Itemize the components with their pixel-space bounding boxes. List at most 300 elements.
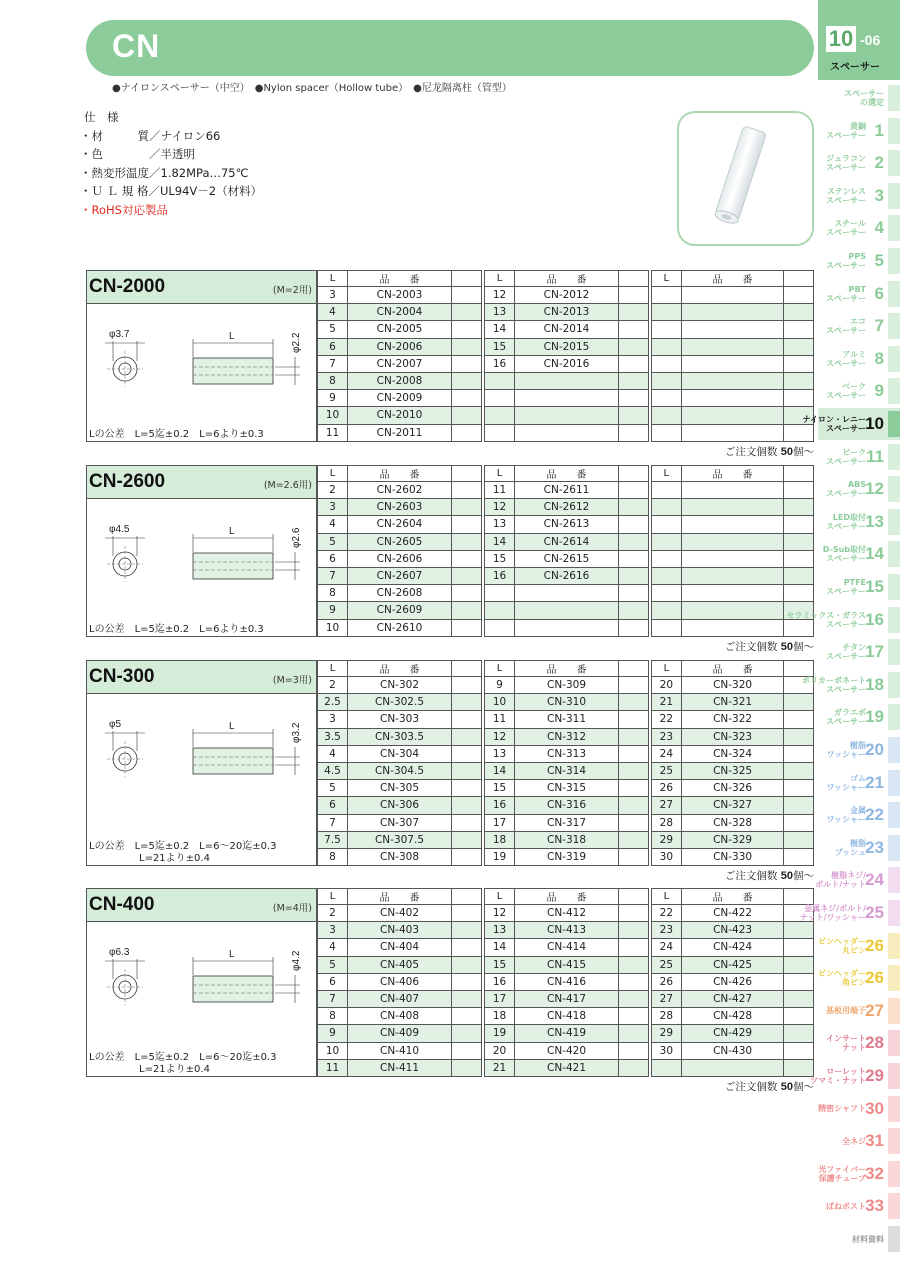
part-number-cell (681, 619, 784, 636)
length-cell: 28 (652, 1008, 682, 1025)
length-cell (652, 619, 682, 636)
table-row (485, 1042, 649, 1059)
part-number-cell (681, 424, 784, 441)
part-number-cell: CN-2007 (348, 355, 452, 372)
length-cell (652, 287, 682, 304)
length-cell (652, 567, 682, 584)
sidebar-tab-marker (888, 215, 900, 241)
blank-cell (619, 585, 649, 602)
sidebar-tab-label: ベーク スペーサー (826, 382, 866, 401)
order-prefix: ご注文個数 (724, 640, 781, 653)
table-row (318, 499, 482, 516)
table-row (485, 905, 649, 922)
length-cell: 21 (652, 694, 682, 711)
sidebar-tab-label: ガラエポ スペーサー (826, 708, 866, 727)
length-cell: 2 (318, 677, 348, 694)
blank-cell (619, 602, 649, 619)
length-cell: 21 (485, 1059, 515, 1076)
part-number-table (317, 465, 482, 637)
table-row (652, 499, 814, 516)
sidebar-tab[interactable] (818, 1093, 900, 1125)
column-header-part-number: 品 番 (515, 271, 619, 287)
sidebar-tab[interactable] (818, 82, 900, 114)
blank-cell (619, 711, 649, 728)
part-number-table (484, 270, 649, 442)
length-cell (652, 321, 682, 338)
sidebar-tab-number: 30 (865, 1098, 884, 1118)
blank-cell (452, 973, 482, 990)
sidebar-tab[interactable] (818, 1190, 900, 1222)
side-view-body (193, 748, 273, 774)
inner-diameter-label: φ4.2 (291, 950, 302, 971)
sidebar-tab-number: 28 (865, 1033, 884, 1053)
sidebar-tab[interactable] (818, 212, 900, 244)
blank-cell (452, 372, 482, 389)
blank-cell (784, 482, 814, 499)
sidebar-tab[interactable] (818, 147, 900, 179)
blank-cell (784, 1025, 814, 1042)
table-row (652, 922, 814, 939)
length-cell: 30 (652, 848, 682, 865)
part-number-cell: CN-2616 (515, 567, 619, 584)
length-cell: 10 (318, 407, 348, 424)
sidebar-tab-label: 樹脂 ブッシュ (834, 838, 866, 857)
length-cell (485, 372, 515, 389)
part-number-cell (515, 424, 619, 441)
blank-cell (452, 1008, 482, 1025)
sidebar-tab-marker (888, 802, 900, 828)
sidebar-tab-number: 8 (874, 348, 884, 368)
table-row (318, 694, 482, 711)
length-cell: 19 (485, 848, 515, 865)
part-number-cell: CN-2016 (515, 355, 619, 372)
column-header-blank (452, 889, 482, 905)
blank-cell (452, 831, 482, 848)
part-number-table (484, 888, 649, 1077)
sidebar-tab[interactable] (818, 1223, 900, 1255)
sidebar-tab-number: 5 (874, 251, 884, 270)
part-number-cell: CN-413 (515, 922, 619, 939)
series-name: CN-2600 (89, 471, 166, 492)
table-header-row (318, 271, 482, 287)
blank-cell (784, 567, 814, 584)
sidebar-tab-marker (888, 1030, 900, 1056)
sidebar-tab[interactable] (786, 604, 900, 636)
part-number-cell: CN-406 (348, 973, 452, 990)
blank-cell (784, 304, 814, 321)
part-number-cell: CN-428 (681, 1008, 784, 1025)
blank-cell (452, 499, 482, 516)
length-cell: 4 (318, 939, 348, 956)
sidebar-tab[interactable] (818, 473, 900, 505)
screw-size: (M=3用) (272, 675, 312, 686)
length-cell: 18 (485, 1008, 515, 1025)
sidebar-tab-label: ばねポスト (826, 1201, 866, 1211)
length-cell: 7 (318, 355, 348, 372)
part-number-cell: CN-308 (348, 848, 452, 865)
column-header-part-number: 品 番 (515, 466, 619, 482)
length-cell (652, 585, 682, 602)
product-section (86, 465, 814, 637)
part-number-cell: CN-427 (681, 990, 784, 1007)
length-cell: 13 (485, 745, 515, 762)
sidebar-tab-marker (888, 541, 900, 567)
length-cell (652, 338, 682, 355)
order-quantity-note (725, 1079, 814, 1094)
length-cell: 3 (318, 922, 348, 939)
table-row (652, 762, 814, 779)
part-number-cell: CN-2008 (348, 372, 452, 389)
part-number-cell: CN-324 (681, 745, 784, 762)
table-header-row (485, 889, 649, 905)
blank-cell (452, 780, 482, 797)
part-number-table (651, 270, 814, 442)
order-suffix: 個～ (793, 640, 814, 653)
part-number-cell: CN-312 (515, 728, 619, 745)
blank-cell (452, 728, 482, 745)
length-label: L (229, 526, 235, 537)
part-number-cell (681, 372, 784, 389)
sidebar-tab-number: 19 (865, 707, 884, 727)
sidebar-tab-label: スチール スペーサー (826, 219, 866, 238)
sidebar-tab[interactable] (818, 636, 900, 668)
length-cell (652, 372, 682, 389)
length-cell (652, 304, 682, 321)
column-header-length: L (652, 271, 682, 287)
part-number-cell: CN-407 (348, 990, 452, 1007)
part-number-cell: CN-318 (515, 831, 619, 848)
sidebar-tab-number: 17 (865, 642, 884, 662)
part-number-cell (681, 585, 784, 602)
column-header-blank (619, 271, 649, 287)
length-label: L (229, 331, 235, 342)
sidebar-tab[interactable] (818, 375, 900, 407)
table-row (652, 372, 814, 389)
blank-cell (452, 516, 482, 533)
part-number-cell (515, 619, 619, 636)
table-row (652, 338, 814, 355)
column-header-part-number: 品 番 (681, 466, 784, 482)
sidebar-tab-number: 27 (865, 1000, 884, 1020)
part-number-cell: CN-416 (515, 973, 619, 990)
table-row (318, 1059, 482, 1076)
blank-cell (784, 1042, 814, 1059)
blank-cell (619, 762, 649, 779)
table-row (652, 956, 814, 973)
length-cell: 29 (652, 831, 682, 848)
part-number-cell: CN-311 (515, 711, 619, 728)
blank-cell (452, 390, 482, 407)
blank-cell (619, 482, 649, 499)
part-number-cell: CN-325 (681, 762, 784, 779)
column-header-blank (619, 466, 649, 482)
sidebar-tab-number: 31 (865, 1131, 884, 1151)
part-number-cell: CN-320 (681, 677, 784, 694)
sidebar-tab[interactable] (815, 864, 900, 896)
column-header-length: L (652, 661, 682, 677)
blank-cell (784, 1008, 814, 1025)
sidebar-tab[interactable] (818, 115, 900, 147)
blank-cell (452, 1025, 482, 1042)
spec-line: ・Ｕ Ｌ 規 格／UL94V－2（材料） (80, 184, 263, 198)
sidebar-tab[interactable] (810, 1060, 900, 1092)
sidebar-tab[interactable] (818, 538, 900, 570)
blank-cell (452, 585, 482, 602)
sidebar-tab[interactable] (802, 669, 900, 701)
column-header-length: L (318, 466, 348, 482)
length-cell: 12 (485, 287, 515, 304)
part-number-cell: CN-310 (515, 694, 619, 711)
sidebar-tab-marker (888, 639, 900, 665)
table-row (485, 533, 649, 550)
sidebar-tab[interactable] (818, 995, 900, 1027)
sidebar-tab[interactable] (818, 832, 900, 864)
table-row (318, 372, 482, 389)
blank-cell (784, 814, 814, 831)
part-number-cell (681, 516, 784, 533)
order-quantity-note (725, 444, 814, 459)
sidebar-tab[interactable] (818, 734, 900, 766)
part-number-cell: CN-303.5 (348, 728, 452, 745)
table-row (485, 550, 649, 567)
section-info-panel (86, 888, 317, 1077)
sidebar-tab-marker (888, 1226, 900, 1252)
part-number-cell (515, 390, 619, 407)
column-header-blank (452, 466, 482, 482)
length-cell (652, 407, 682, 424)
blank-cell (619, 516, 649, 533)
table-row (652, 1042, 814, 1059)
length-cell: 12 (485, 499, 515, 516)
length-cell (652, 602, 682, 619)
part-number-cell: CN-405 (348, 956, 452, 973)
table-row (652, 567, 814, 584)
sidebar-tab-number: 13 (865, 511, 884, 531)
length-cell: 16 (485, 797, 515, 814)
dimension-drawing (95, 518, 305, 598)
part-number-cell: CN-423 (681, 922, 784, 939)
sidebar-tab-marker (888, 1193, 900, 1219)
blank-cell (619, 407, 649, 424)
sidebar-tab[interactable] (818, 278, 900, 310)
table-row (485, 728, 649, 745)
table-row (652, 905, 814, 922)
blank-cell (784, 728, 814, 745)
length-cell: 7.5 (318, 831, 348, 848)
sidebar-tab[interactable] (818, 343, 900, 375)
section-name-bar (87, 889, 316, 922)
sidebar-tab-label: ジュラコン スペーサー (826, 154, 866, 173)
sidebar-tab-label: PPS スペーサー (826, 252, 866, 270)
blank-cell (784, 780, 814, 797)
part-number-cell: CN-2015 (515, 338, 619, 355)
page-number: -06 (860, 32, 881, 48)
part-number-cell: CN-304.5 (348, 762, 452, 779)
blank-cell (452, 1042, 482, 1059)
length-cell (652, 1059, 682, 1076)
blank-cell (619, 304, 649, 321)
sidebar-tab-label: 基板用端子 (826, 1006, 866, 1016)
blank-cell (619, 287, 649, 304)
length-cell: 8 (318, 848, 348, 865)
length-cell: 3.5 (318, 728, 348, 745)
table-row (318, 745, 482, 762)
sidebar-tab-label: エコ スペーサー (826, 317, 866, 336)
blank-cell (619, 990, 649, 1007)
sidebar-tab-label: 樹脂 ワッシャー (826, 741, 866, 759)
part-number-cell: CN-2608 (348, 585, 452, 602)
sidebar-tab[interactable] (818, 571, 900, 603)
sidebar-tab-label: チタン スペーサー (826, 643, 866, 662)
table-row (652, 407, 814, 424)
part-number-table (484, 660, 649, 866)
part-number-cell: CN-330 (681, 848, 784, 865)
blank-cell (784, 372, 814, 389)
sidebar-tab[interactable] (818, 1158, 900, 1190)
product-section (86, 660, 814, 866)
side-view-body (193, 553, 273, 579)
table-row (318, 728, 482, 745)
blank-cell (452, 533, 482, 550)
sidebar-tab-label: PBT スペーサー (826, 284, 866, 303)
section-name-bar (87, 466, 316, 499)
part-number-cell: CN-409 (348, 1025, 452, 1042)
length-cell (652, 550, 682, 567)
spec-line: ・熱変形温度／1.82MPa…75℃ (80, 165, 249, 180)
sidebar-tab[interactable] (818, 180, 900, 212)
length-cell: 24 (652, 939, 682, 956)
blank-cell (784, 990, 814, 1007)
sidebar-tab[interactable] (818, 767, 900, 799)
sidebar-tab-marker (888, 183, 900, 209)
table-row (485, 424, 649, 441)
outer-diameter-label: φ6.3 (109, 947, 130, 958)
part-number-cell: CN-2006 (348, 338, 452, 355)
table-row (652, 287, 814, 304)
part-number-cell: CN-2614 (515, 533, 619, 550)
sidebar-tab-marker (888, 770, 900, 796)
length-cell: 3 (318, 287, 348, 304)
sidebar-tab-number: 11 (866, 446, 884, 466)
sidebar-tab-label: ピーク スペーサー (826, 447, 866, 466)
blank-cell (784, 762, 814, 779)
blank-cell (619, 922, 649, 939)
part-number-cell: CN-404 (348, 939, 452, 956)
blank-cell (784, 533, 814, 550)
length-cell: 14 (485, 321, 515, 338)
length-cell: 7 (318, 814, 348, 831)
sidebar-tab-marker (888, 118, 900, 144)
inner-diameter-label: φ2.6 (291, 527, 302, 548)
sidebar-tab[interactable] (818, 310, 900, 342)
length-cell: 5 (318, 321, 348, 338)
blank-cell (784, 1059, 814, 1076)
table-row (485, 694, 649, 711)
sidebar-tab-number: 4 (874, 218, 884, 238)
part-number-cell: CN-430 (681, 1042, 784, 1059)
part-number-cell: CN-2611 (515, 482, 619, 499)
table-row (318, 1042, 482, 1059)
sidebar-tab-number: 7 (874, 316, 884, 336)
length-cell: 16 (485, 973, 515, 990)
sidebar-tab[interactable] (818, 506, 900, 538)
sidebar-tab[interactable] (818, 441, 900, 473)
sidebar-tab[interactable] (818, 1125, 900, 1157)
sidebar-tab-label: ローレット ツマミ・ナット (810, 1067, 866, 1085)
part-number-cell: CN-2605 (348, 533, 452, 550)
table-row (485, 973, 649, 990)
sidebar-tab[interactable] (818, 962, 900, 994)
length-cell: 11 (485, 482, 515, 499)
blank-cell (619, 424, 649, 441)
sidebar-tab[interactable] (818, 701, 900, 733)
table-row (652, 304, 814, 321)
table-row (652, 390, 814, 407)
blank-cell (619, 694, 649, 711)
length-cell: 29 (652, 1025, 682, 1042)
blank-cell (452, 922, 482, 939)
sidebar-tab-marker (888, 281, 900, 307)
part-number-cell: CN-302.5 (348, 694, 452, 711)
sidebar-tab[interactable] (818, 799, 900, 831)
length-cell (652, 516, 682, 533)
length-cell (652, 533, 682, 550)
part-number-cell: CN-403 (348, 922, 452, 939)
blank-cell (452, 567, 482, 584)
table-row (485, 390, 649, 407)
sidebar-tab[interactable] (799, 897, 900, 929)
length-tolerance (89, 1052, 277, 1076)
part-number-cell: CN-410 (348, 1042, 452, 1059)
table-row (652, 321, 814, 338)
table-row (652, 797, 814, 814)
sidebar-tab-number: 12 (865, 479, 884, 499)
sidebar-tab[interactable] (802, 408, 900, 440)
table-row (652, 939, 814, 956)
sidebar-tab[interactable] (818, 1027, 900, 1059)
sidebar-tab-marker (888, 900, 900, 926)
table-row (318, 848, 482, 865)
part-number-cell: CN-307.5 (348, 831, 452, 848)
table-row (485, 939, 649, 956)
part-number-cell: CN-2612 (515, 499, 619, 516)
sidebar-tab-marker (888, 867, 900, 893)
part-number-cell: CN-2613 (515, 516, 619, 533)
part-number-cell: CN-2615 (515, 550, 619, 567)
blank-cell (784, 287, 814, 304)
blank-cell (619, 780, 649, 797)
table-row (652, 745, 814, 762)
sidebar-tab-marker (888, 313, 900, 339)
part-number-cell (681, 499, 784, 516)
table-row (652, 1025, 814, 1042)
blank-cell (784, 321, 814, 338)
part-number-cell: CN-307 (348, 814, 452, 831)
sidebar-tab[interactable] (818, 930, 900, 962)
length-cell: 13 (485, 304, 515, 321)
length-cell: 11 (318, 1059, 348, 1076)
blank-cell (452, 482, 482, 499)
sidebar-tab-marker (888, 835, 900, 861)
sidebar-tab-number: 26 (865, 968, 884, 988)
sidebar-tab[interactable] (818, 245, 900, 277)
length-cell: 23 (652, 728, 682, 745)
blank-cell (452, 797, 482, 814)
blank-cell (452, 619, 482, 636)
length-cell: 16 (485, 567, 515, 584)
length-cell: 26 (652, 780, 682, 797)
table-row (485, 1059, 649, 1076)
